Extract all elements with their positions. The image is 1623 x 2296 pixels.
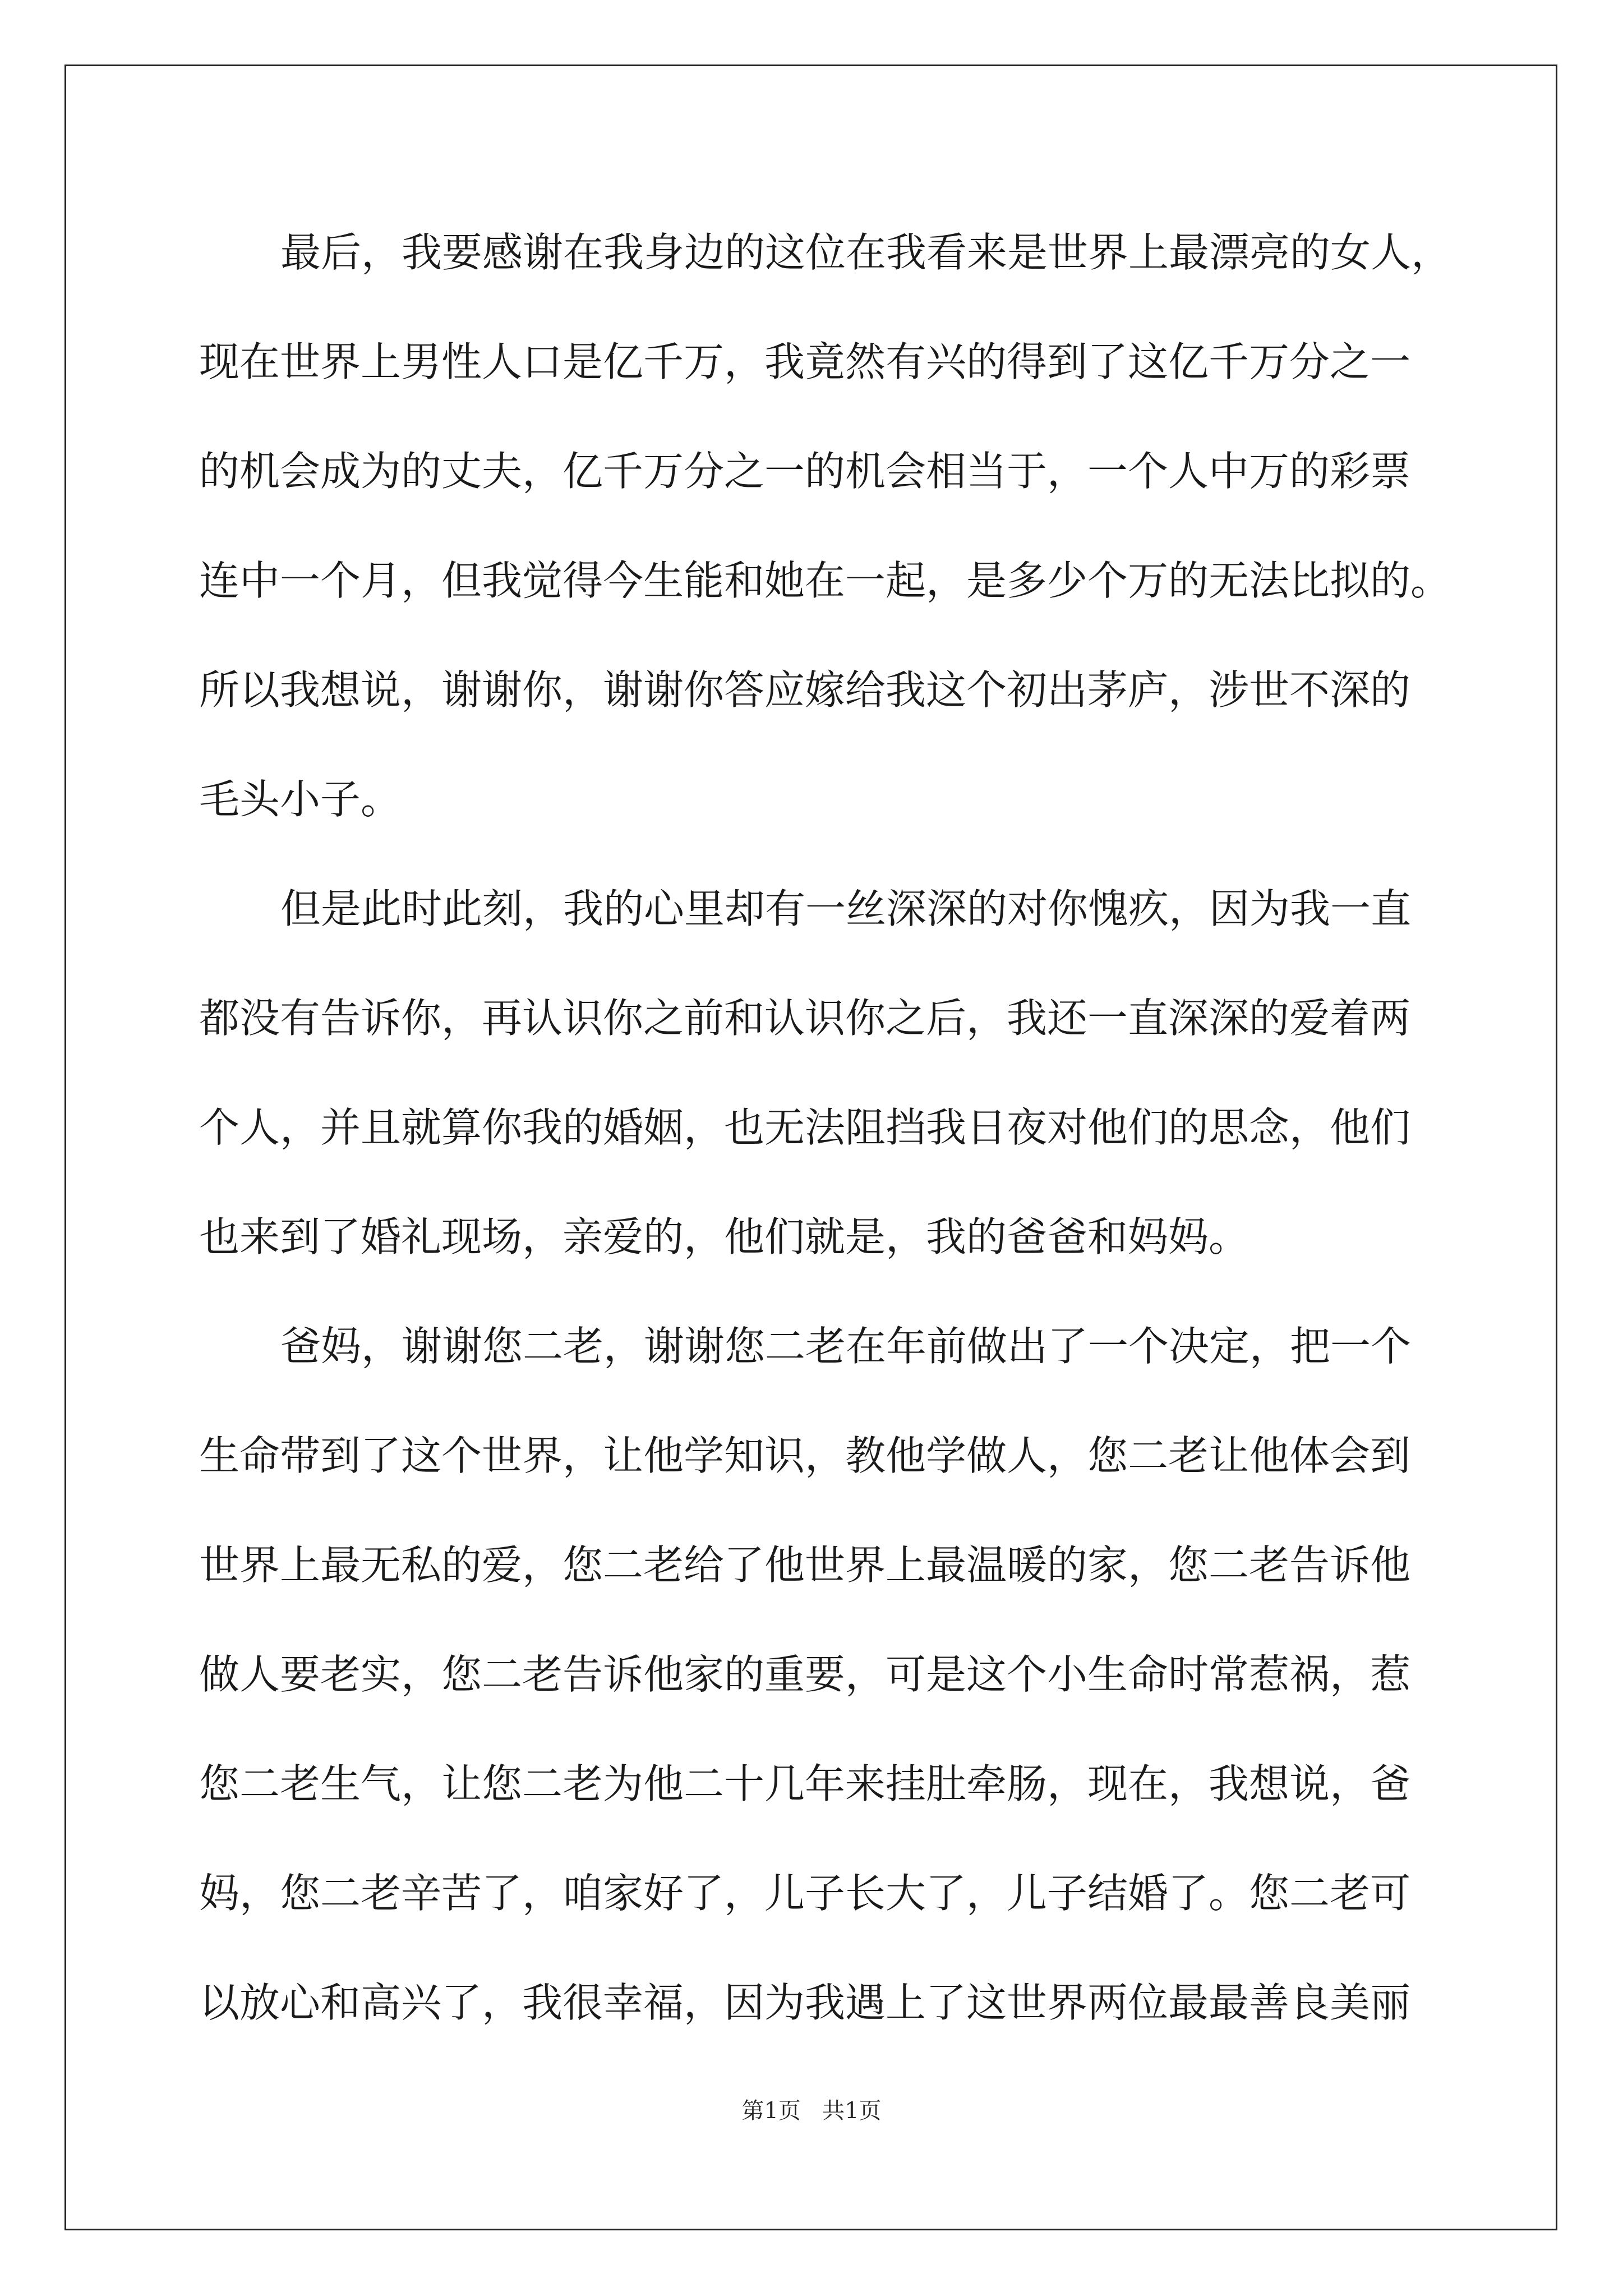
- paragraph-line: 最后，我要感谢在我身边的这位在我看来是世界上最漂亮的女人，: [280, 229, 1452, 276]
- paragraph-line: 的机会成为的丈夫，亿千万分之一的机会相当于，一个人中万的彩票: [199, 448, 1411, 495]
- paragraph-line: 妈，您二老辛苦了，咱家好了，儿子长大了，儿子结婚了。您二老可: [199, 1870, 1411, 1917]
- paragraph-line: 现在世界上男性人口是亿千万，我竟然有兴的得到了这亿千万分之一: [199, 338, 1411, 385]
- page-number: 第1页: [741, 2098, 801, 2124]
- paragraph-line: 世界上最无私的爱，您二老给了他世界上最温暖的家，您二老告诉他: [199, 1542, 1411, 1589]
- paragraph-line: 连中一个月，但我觉得今生能和她在一起，是多少个万的无法比拟的。: [199, 557, 1451, 604]
- paragraph-line: 以放心和高兴了，我很幸福，因为我遇上了这世界两位最最善良美丽: [199, 1979, 1411, 2026]
- paragraph-line: 也来到了婚礼现场，亲爱的，他们就是，我的爸爸和妈妈。: [199, 1213, 1249, 1260]
- page-total: 共1页: [822, 2098, 882, 2124]
- paragraph-line: 爸妈，谢谢您二老，谢谢您二老在年前做出了一个决定，把一个: [280, 1323, 1412, 1370]
- paragraph-line: 都没有告诉你，再认识你之前和认识你之后，我还一直深深的爱着两: [199, 995, 1411, 1042]
- paragraph-line: 毛头小子。: [199, 776, 402, 823]
- paragraph-line: 做人要老实，您二老告诉他家的重要，可是这个小生命时常惹祸，惹: [199, 1651, 1411, 1698]
- paragraph-line: 所以我想说，谢谢你，谢谢你答应嫁给我这个初出茅庐，涉世不深的: [199, 666, 1411, 714]
- paragraph-line: 个人，并且就算你我的婚姻，也无法阻挡我日夜对他们的思念，他们: [199, 1104, 1411, 1151]
- paragraph-line: 生命带到了这个世界，让他学知识，教他学做人，您二老让他体会到: [199, 1432, 1411, 1479]
- paragraph-line: 您二老生气，让您二老为他二十几年来挂肚牵肠，现在，我想说，爸: [199, 1760, 1411, 1807]
- page-footer: [0, 2095, 1623, 2127]
- paragraph-line: 但是此时此刻，我的心里却有一丝深深的对你愧疚，因为我一直: [280, 885, 1412, 932]
